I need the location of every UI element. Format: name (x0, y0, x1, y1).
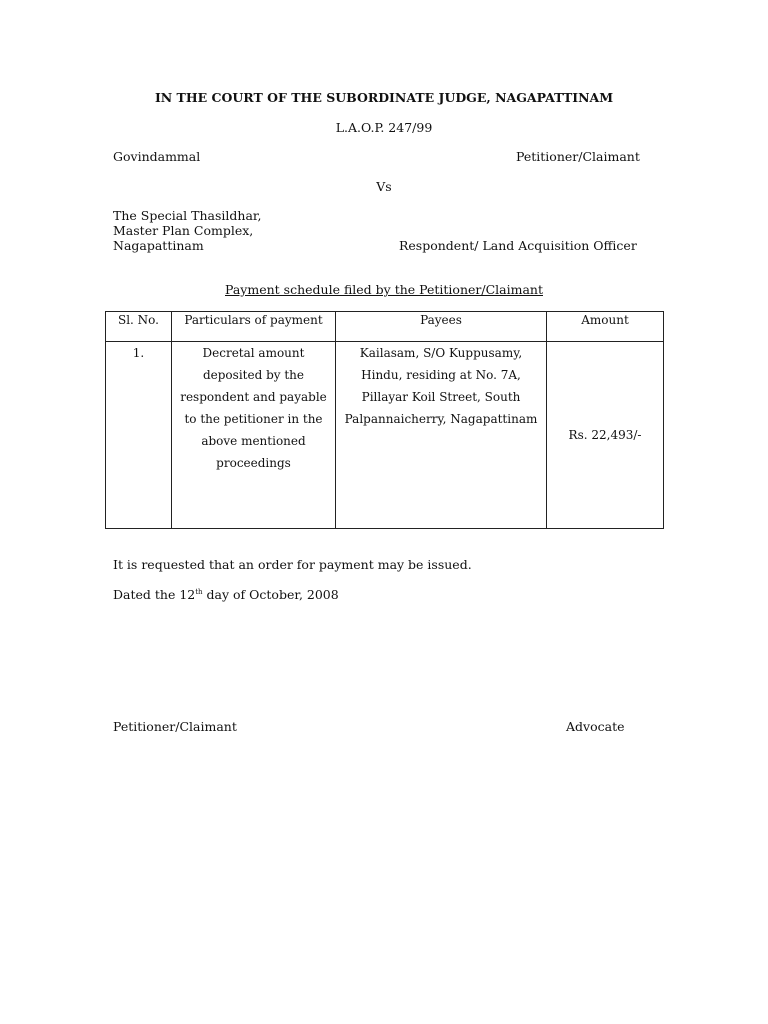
versus-label: Vs (376, 179, 392, 194)
case-number: L.A.O.P. 247/99 (335, 120, 433, 135)
column-header-amount: Amount (547, 312, 664, 342)
dated-line (113, 587, 339, 602)
payment-schedule-table (105, 311, 664, 529)
signature-petitioner: Petitioner/Claimant (113, 719, 237, 734)
table-header-row (106, 312, 664, 342)
dated-prefix: Dated the 12 (113, 587, 196, 602)
column-header-sl-no: Sl. No. (106, 312, 172, 342)
petitioner-name: Govindammal (113, 149, 201, 164)
cell-sl-no: 1. (106, 342, 172, 529)
respondent-line-2: Master Plan Complex, (113, 223, 254, 238)
column-header-particulars: Particulars of payment (172, 312, 336, 342)
schedule-title: Payment schedule filed by the Petitioner/Claimant (225, 282, 543, 297)
court-title: IN THE COURT OF THE SUBORDINATE JUDGE, NAGAPATTINAM (154, 90, 614, 105)
signature-advocate: Advocate (566, 719, 625, 734)
column-header-payees: Payees (336, 312, 547, 342)
respondent-role: Respondent/ Land Acquisition Officer (399, 238, 637, 253)
payment-request-text: It is requested that an order for payment may be issued. (113, 557, 472, 572)
table-row (106, 342, 664, 529)
respondent-line-1: The Special Thasildhar, (113, 208, 262, 223)
dated-suffix: day of October, 2008 (202, 587, 339, 602)
cell-particulars: Decretal amount deposited by the respondent and payable to the petitioner in the above mentioned proceedings (172, 342, 336, 529)
cell-payees: Kailasam, S/O Kuppusamy, Hindu, residing at No. 7A, Pillayar Koil Street, South Palpannaicherry, Nagapattinam (336, 342, 547, 529)
respondent-line-3: Nagapattinam (113, 238, 204, 253)
dated-ordinal: th (195, 587, 203, 596)
petitioner-role: Petitioner/Claimant (516, 149, 640, 164)
cell-amount: Rs. 22,493/- (547, 342, 664, 529)
